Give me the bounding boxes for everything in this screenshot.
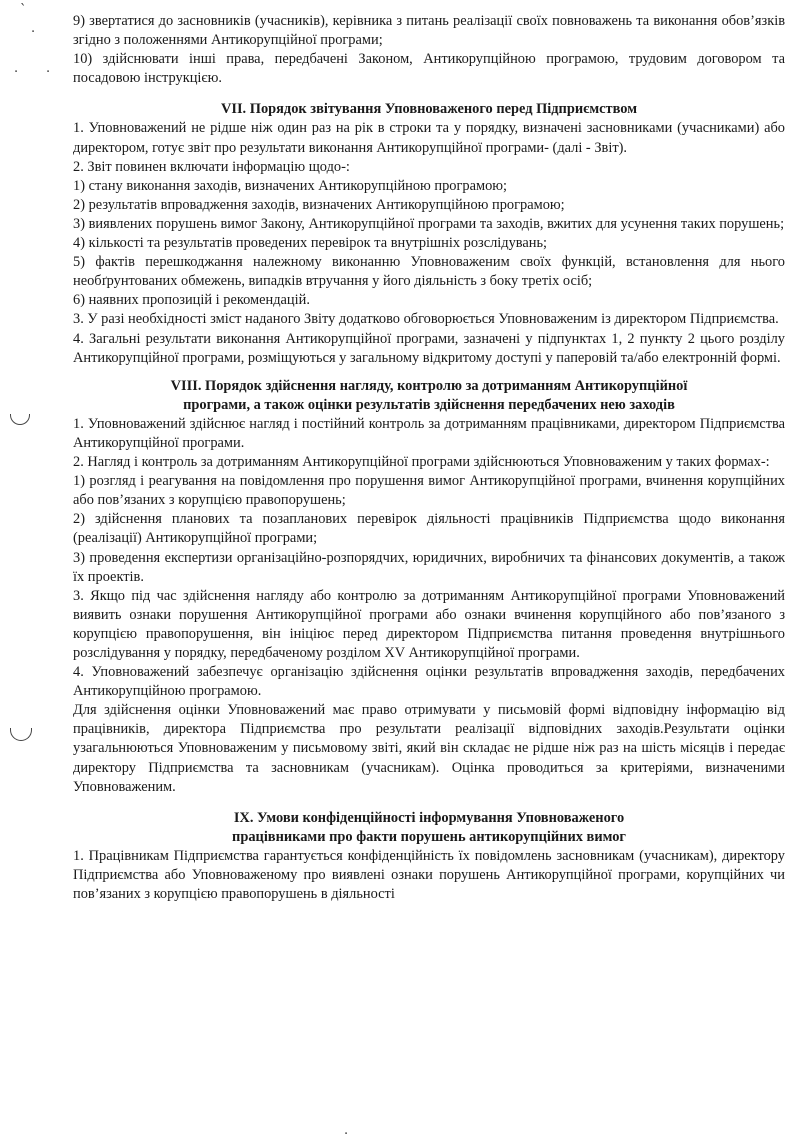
hole-punch-mark — [10, 414, 30, 425]
paragraph: 1. Уповноважений не рідше ніж один раз на рік в строки та у порядку, визначені засновниками (учасниками) або директором, готує звіт про результати виконання Антикорупційної програми- (далі - Звіт). — [73, 120, 785, 156]
section-heading: VIII. Порядок здійснення нагляду, контролю за дотриманням Антикорупційної — [170, 377, 688, 394]
scan-speck: . — [31, 21, 36, 36]
scan-speck: ` — [20, 3, 27, 18]
hole-punch-mark — [10, 728, 32, 741]
paragraph: 4) кількості та результатів проведених перевірок та внутрішніх розслідувань; — [73, 235, 548, 252]
scan-speck: · — [344, 1127, 349, 1142]
paragraph: 10) здійснювати інші права, передбачені Законом, Антикорупційною програмою, трудовим договором та посадовою інструкцією. — [73, 51, 785, 87]
paragraph: Для здійснення оцінки Уповноважений має право отримувати у письмовій формі відповідну інформацію від працівників, директора Підприємства про результати реалізації відповідних заходів.Результати оцінки узагальнюються Уповноваженим у письмовому звіті, який він складає не рідше ніж раз на шість місяців і передає директору Підприємства та засновникам (учасникам). Оцінка проводиться за критеріями, визначеними Уповноваженим. — [73, 702, 785, 795]
paragraph: 2) здійснення планових та позапланових перевірок діяльності працівників Підприємства щодо виконання (реалізації) Антикорупційної програми; — [73, 511, 785, 547]
paragraph: 2. Нагляд і контроль за дотриманням Антикорупційної програми здійснюються Уповноваженим у таких формах-: — [73, 454, 770, 471]
section-viii — [73, 377, 785, 797]
paragraph: 4. Уповноважений забезпечує організацію здійснення оцінки результатів впровадження заходів, передбачених Антикорупційною програмою. — [73, 664, 785, 700]
paragraph: 2. Звіт повинен включати інформацію щодо-: — [73, 158, 350, 175]
scan-speck: . — [14, 61, 19, 76]
section-ix — [73, 809, 785, 904]
paragraph: 5) фактів перешкоджання належному виконанню Уповноваженим своїх функцій, встановлення для нього необґрунтованих обмежень, випадків втручання у його діяльність з боку третіх осіб; — [73, 254, 785, 290]
paragraph: 3) проведення експертизи організаційно-розпорядчих, юридичних, виробничих та фінансових документів, а також їх проектів. — [73, 549, 785, 585]
paragraph: 3) виявлених порушень вимог Закону, Антикорупційної програми та заходів, вжитих для усунення таких порушень; — [73, 215, 785, 232]
section-heading: IX. Умови конфіденційності інформування Уповноваженого — [233, 809, 625, 826]
section-vii — [73, 100, 785, 367]
paragraph: 1) стану виконання заходів, визначених Антикорупційною програмою; — [73, 177, 508, 194]
scan-speck: . — [46, 61, 51, 76]
paragraph: 1. Уповноважений здійснює нагляд і постійний контроль за дотриманням працівниками, директором Підприємства Антикорупційної програми. — [73, 415, 785, 451]
document-page — [73, 12, 785, 904]
paragraph: 2) результатів впровадження заходів, визначених Антикорупційною програмою; — [73, 196, 565, 213]
section-heading: програми, а також оцінки результатів здійснення передбачених нею заходів — [183, 396, 675, 413]
paragraph: 4. Загальні результати виконання Антикорупційної програми, зазначені у підпунктах 1, 2 пункту 2 цього розділу Антикорупційної програми, розміщуються у загальному відкритому доступі у паперовій та/або електронній формі. — [73, 330, 785, 366]
paragraph: 1) розгляд і реагування на повідомлення про порушення вимог Антикорупційної програми, вчинення корупційних або пов’язаних з корупцією правопорушень; — [73, 473, 785, 509]
paragraph: 1. Працівникам Підприємства гарантується конфіденційність їх повідомлень засновникам (учасникам), директору Підприємства або Уповноваженому про виявлені ознаки порушень Антикорупційної програми, корупційних чи пов’язаних з корупцією правопорушень в діяльності — [73, 847, 785, 903]
section-rights-continued — [73, 12, 785, 88]
section-heading: працівниками про факти порушень антикорупційних вимог — [232, 828, 626, 845]
section-heading: VII. Порядок звітування Уповноваженого перед Підприємством — [220, 101, 638, 118]
paragraph: 3. Якщо під час здійснення нагляду або контролю за дотриманням Антикорупційної програми Уповноважений виявить ознаки порушення Антикорупційної програми або ознаки вчинення корупційного або пов’язаного з корупцією правопорушення, він ініціює перед директором Підприємства питання проведення внутрішнього розслідування у порядку, передбаченому розділом XV Антикорупційної програми. — [73, 587, 785, 661]
paragraph: 6) наявних пропозицій і рекомендацій. — [73, 292, 310, 309]
paragraph: 3. У разі необхідності зміст наданого Звіту додатково обговорюється Уповноваженим із директором Підприємства. — [73, 311, 779, 328]
paragraph: 9) звертатися до засновників (учасників), керівника з питань реалізації своїх повноважень та виконання обов’язків згідно з положеннями Антикорупційної програми; — [73, 13, 785, 49]
